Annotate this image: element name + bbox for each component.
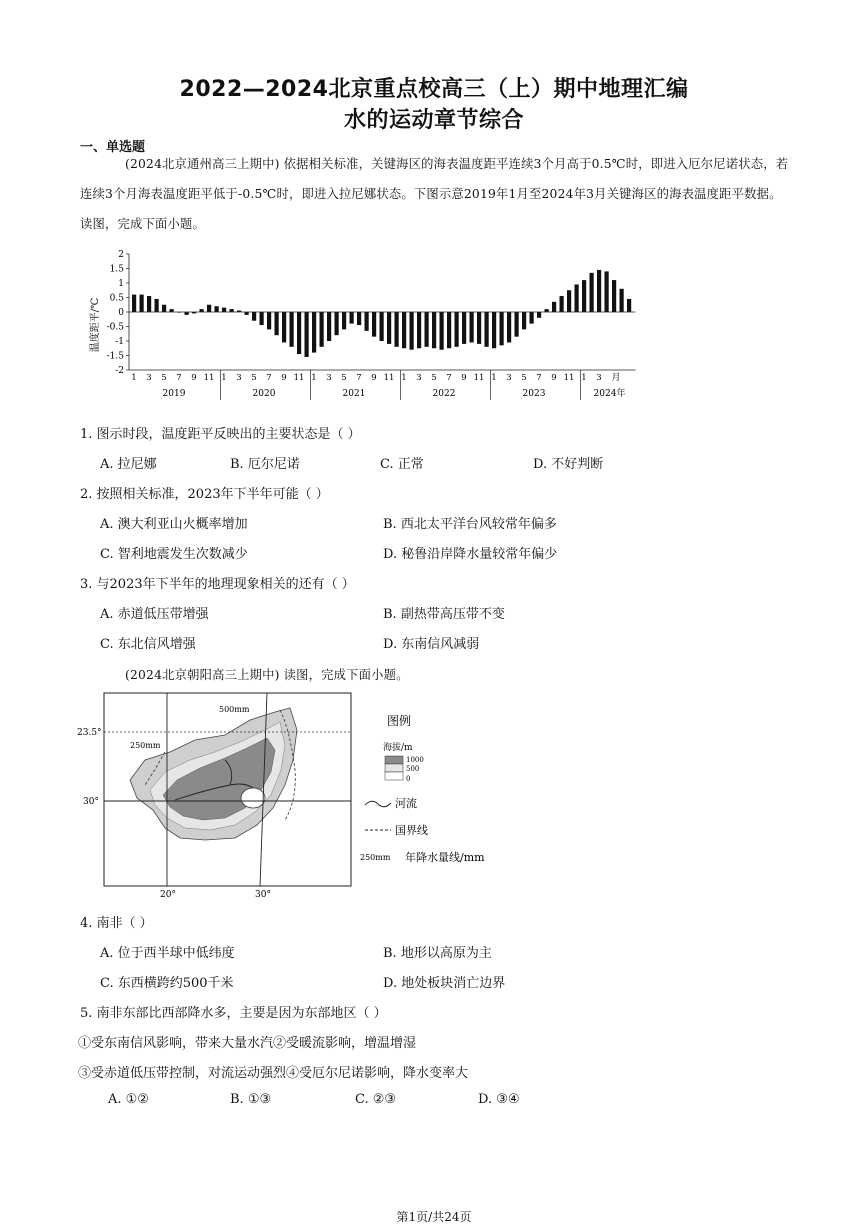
chart-x-tick-label: 9	[551, 373, 557, 383]
isohyet-500-label: 500mm	[219, 705, 250, 714]
chart-y-tick-label: -2	[115, 366, 124, 376]
chart-bar	[170, 309, 174, 312]
chart-x-tick-label: 9	[461, 373, 467, 383]
chart-bar	[455, 312, 459, 347]
lesotho	[241, 788, 265, 808]
chart-year-label: 2020	[252, 389, 276, 399]
legend-val-500: 500	[406, 765, 420, 773]
intro-paragraph-1: (2024北京通州高三上期中) 依据相关标准，关键海区的海表温度距平连续3个月高于0.5℃时，即进入厄尔尼诺状态，若连续3个月海表温度距平低于-0.5℃时，即进入拉尼娜状态。下图示意2019年1月至2024年3月关键海区的海表温度距平数据。读图，完成下面小题。	[80, 157, 789, 231]
chart-bar	[275, 312, 279, 335]
legend-river-symbol	[365, 801, 391, 807]
chart-x-tick-label: 9	[191, 373, 197, 383]
page-footer: 第1页/共24页	[396, 1210, 472, 1224]
document-subtitle: 水的运动章节综合	[343, 108, 524, 133]
chart-ylabel: 温度距平/℃	[90, 297, 101, 353]
legend-swatch-low	[385, 772, 403, 780]
chart-x-tick-label: 7	[536, 373, 542, 383]
chart-bar	[462, 312, 466, 344]
chart-y-tick-label: 0	[118, 308, 124, 318]
chart-x-tick-label: 11	[563, 373, 575, 383]
chart-x-tick-label: 1	[131, 373, 137, 383]
legend-title: 图例	[387, 714, 412, 728]
chart-bar	[267, 312, 271, 329]
chart-bar	[417, 312, 421, 348]
question-5-statement: ③受赤道低压带控制，对流运动强烈④受厄尔尼诺影响，降水变率大	[78, 1066, 469, 1081]
chart-bar	[305, 312, 309, 357]
chart-y-tick-label: -1.5	[106, 351, 124, 362]
chart-year-label: 2021	[342, 389, 366, 399]
chart-x-tick-label: 3	[236, 373, 242, 383]
chart-bar	[537, 312, 541, 318]
legend-val-0: 0	[406, 775, 411, 783]
chart-x-tick-label: 3	[596, 373, 602, 383]
legend-rain-label: 年降水量线/mm	[405, 851, 485, 864]
chart-y-tick-label: 1.5	[109, 264, 124, 275]
chart-bar	[312, 312, 316, 353]
chart-bar	[200, 309, 204, 312]
question-2-option: A. 澳大利亚山火概率增加	[100, 517, 248, 532]
legend-river-label: 河流	[395, 797, 417, 810]
chart-bar	[380, 312, 384, 341]
chart-bar	[612, 280, 616, 312]
isohyet-250-label: 250mm	[130, 741, 161, 750]
chart-y-tick-label: 2	[118, 250, 124, 260]
question-1-stem: 1. 图示时段，温度距平反映出的主要状态是（ ）	[80, 427, 361, 442]
question-1-option: A. 拉尼娜	[100, 457, 157, 472]
chart-y-tick-label: -0.5	[106, 322, 124, 333]
legend-rain-sample: 250mm	[360, 853, 391, 862]
chart-bar	[620, 289, 624, 312]
question-1-option: B. 厄尔尼诺	[230, 457, 300, 472]
chart-x-tick-label: 1	[491, 373, 497, 383]
chart-bar	[155, 299, 159, 312]
chart-bar	[230, 309, 234, 312]
chart-x-tick-label: 7	[446, 373, 452, 383]
question-1-option: C. 正常	[380, 457, 424, 472]
legend-elevation-title: 海拔/m	[383, 743, 413, 753]
question-4-option: A. 位于西半球中低纬度	[100, 946, 235, 961]
chart-bar	[500, 312, 504, 345]
chart-bar	[590, 273, 594, 312]
section-heading: 一、单选题	[80, 140, 146, 155]
question-5-option: B. ①③	[230, 1092, 272, 1107]
chart-x-tick-label: 5	[521, 373, 527, 383]
chart-bar	[252, 312, 256, 321]
chart-bar	[552, 302, 556, 312]
chart-bar	[162, 305, 166, 312]
chart-y-tick-label: 1	[118, 279, 124, 289]
chart-x-tick-label: 9	[371, 373, 377, 383]
chart-bar	[582, 280, 586, 312]
chart-year-label: 2022	[432, 389, 456, 399]
chart-bar	[215, 306, 219, 312]
chart-x-tick-label: 1	[401, 373, 407, 383]
legend-border-label: 国界线	[395, 824, 428, 837]
chart-bar	[350, 312, 354, 324]
chart-bar	[297, 312, 301, 354]
chart-bar	[140, 295, 144, 312]
chart-bar	[545, 309, 549, 312]
question-4-option: C. 东西横跨约500千米	[100, 976, 234, 991]
chart-bar	[282, 312, 286, 342]
chart-bar	[575, 284, 579, 312]
question-3-option: A. 赤道低压带增强	[100, 607, 209, 622]
chart-bar	[530, 312, 534, 324]
chart-x-tick-label: 3	[416, 373, 422, 383]
chart-bar	[320, 312, 324, 347]
chart-bar	[492, 312, 496, 348]
question-5-stem: 5. 南非东部比西部降水多，主要是因为东部地区（ ）	[80, 1006, 387, 1021]
question-2-option: C. 智利地震发生次数减少	[100, 547, 248, 562]
chart-x-tick-label: 1	[311, 373, 317, 383]
question-3-option: B. 副热带高压带不变	[383, 607, 505, 622]
question-2-option: B. 西北太平洋台风较常年偏多	[383, 517, 557, 532]
chart-y-tick-label: -1	[115, 337, 124, 347]
document-title: 2022—2024北京重点校高三（上）期中地理汇编	[179, 77, 689, 102]
chart-bar	[567, 290, 571, 312]
legend-swatch-mid	[385, 764, 403, 772]
temperature-anomaly-chart	[82, 245, 642, 405]
chart-x-tick-label: 11	[293, 373, 305, 383]
question-2-option: D. 秘鲁沿岸降水量较常年偏少	[383, 547, 558, 562]
chart-x-tick-label: 11	[473, 373, 485, 383]
question-3-option: C. 东北信风增强	[100, 637, 196, 652]
chart-x-tick-label: 11	[203, 373, 215, 383]
lon-30-label: 30°	[255, 890, 271, 900]
chart-x-tick-label: 1	[221, 373, 227, 383]
chart-bar	[605, 271, 609, 312]
chart-x-tick-label: 3	[506, 373, 512, 383]
chart-bar	[260, 312, 264, 325]
chart-x-tick-label: 5	[431, 373, 437, 383]
legend-swatch-high	[385, 756, 403, 764]
chart-x-tick-label: 1	[581, 373, 587, 383]
chart-year-label: 2024年	[593, 389, 626, 399]
chart-bar	[372, 312, 376, 337]
lat-30-label: 30°	[83, 797, 99, 807]
chart-bar	[365, 312, 369, 331]
question-1-option: D. 不好判断	[533, 457, 604, 472]
lat-23-5-label: 23.5°	[77, 728, 102, 738]
chart-bar	[402, 312, 406, 348]
chart-bar	[132, 295, 136, 312]
chart-bar	[357, 312, 361, 325]
chart-bar	[425, 312, 429, 347]
question-4-stem: 4. 南非（ ）	[80, 916, 153, 931]
chart-bar	[245, 312, 249, 315]
chart-bar	[335, 312, 339, 335]
chart-bar	[387, 312, 391, 344]
chart-x-tick-label: 7	[266, 373, 272, 383]
intro-paragraph-2: (2024北京朝阳高三上期中) 读图，完成下面小题。	[125, 668, 409, 682]
chart-x-tick-label: 9	[281, 373, 287, 383]
chart-bar	[522, 312, 526, 329]
chart-x-tick-label: 3	[326, 373, 332, 383]
chart-bar	[485, 312, 489, 347]
question-5-option: A. ①②	[108, 1092, 149, 1107]
question-5-option: D. ③④	[478, 1092, 520, 1107]
question-3-stem: 3. 与2023年下半年的地理现象相关的还有（ ）	[80, 577, 355, 592]
question-5-statement: ①受东南信风影响，带来大量水汽②受暖流影响，增温增湿	[78, 1036, 417, 1051]
chart-year-label: 2019	[162, 389, 186, 399]
chart-bar	[207, 305, 211, 312]
question-4-option: D. 地处板块消亡边界	[383, 976, 506, 991]
chart-x-tick-label: 5	[161, 373, 167, 383]
chart-bar	[477, 312, 481, 344]
chart-bar	[432, 312, 436, 348]
question-2-stem: 2. 按照相关标准，2023年下半年可能（ ）	[80, 487, 329, 502]
chart-x-tick-label: 11	[383, 373, 395, 383]
chart-bar	[507, 312, 511, 342]
south-africa-map	[75, 690, 505, 900]
question-5-option: C. ②③	[355, 1092, 397, 1107]
chart-bar	[342, 312, 346, 329]
chart-bar	[627, 299, 631, 312]
chart-y-tick-label: 0.5	[109, 293, 124, 304]
chart-bar	[185, 312, 189, 315]
chart-bar	[470, 312, 474, 342]
chart-bar	[515, 312, 519, 337]
legend-val-1000: 1000	[406, 756, 424, 764]
chart-year-label: 2023	[522, 389, 546, 399]
chart-month-unit: 月	[611, 373, 621, 383]
chart-bar	[147, 296, 151, 312]
chart-bar	[597, 270, 601, 312]
chart-bar	[440, 312, 444, 350]
chart-bar	[327, 312, 331, 341]
chart-x-tick-label: 5	[341, 373, 347, 383]
lon-20-label: 20°	[160, 890, 176, 900]
chart-bar	[290, 312, 294, 347]
chart-x-tick-label: 7	[356, 373, 362, 383]
chart-bar	[447, 312, 451, 348]
chart-x-tick-label: 7	[176, 373, 182, 383]
chart-bar	[395, 312, 399, 347]
chart-x-tick-label: 3	[146, 373, 152, 383]
chart-x-tick-label: 5	[251, 373, 257, 383]
chart-bar	[410, 312, 414, 350]
question-4-option: B. 地形以高原为主	[383, 946, 492, 961]
chart-bar	[222, 308, 226, 312]
question-3-option: D. 东南信风减弱	[383, 637, 480, 652]
chart-bar	[560, 296, 564, 312]
